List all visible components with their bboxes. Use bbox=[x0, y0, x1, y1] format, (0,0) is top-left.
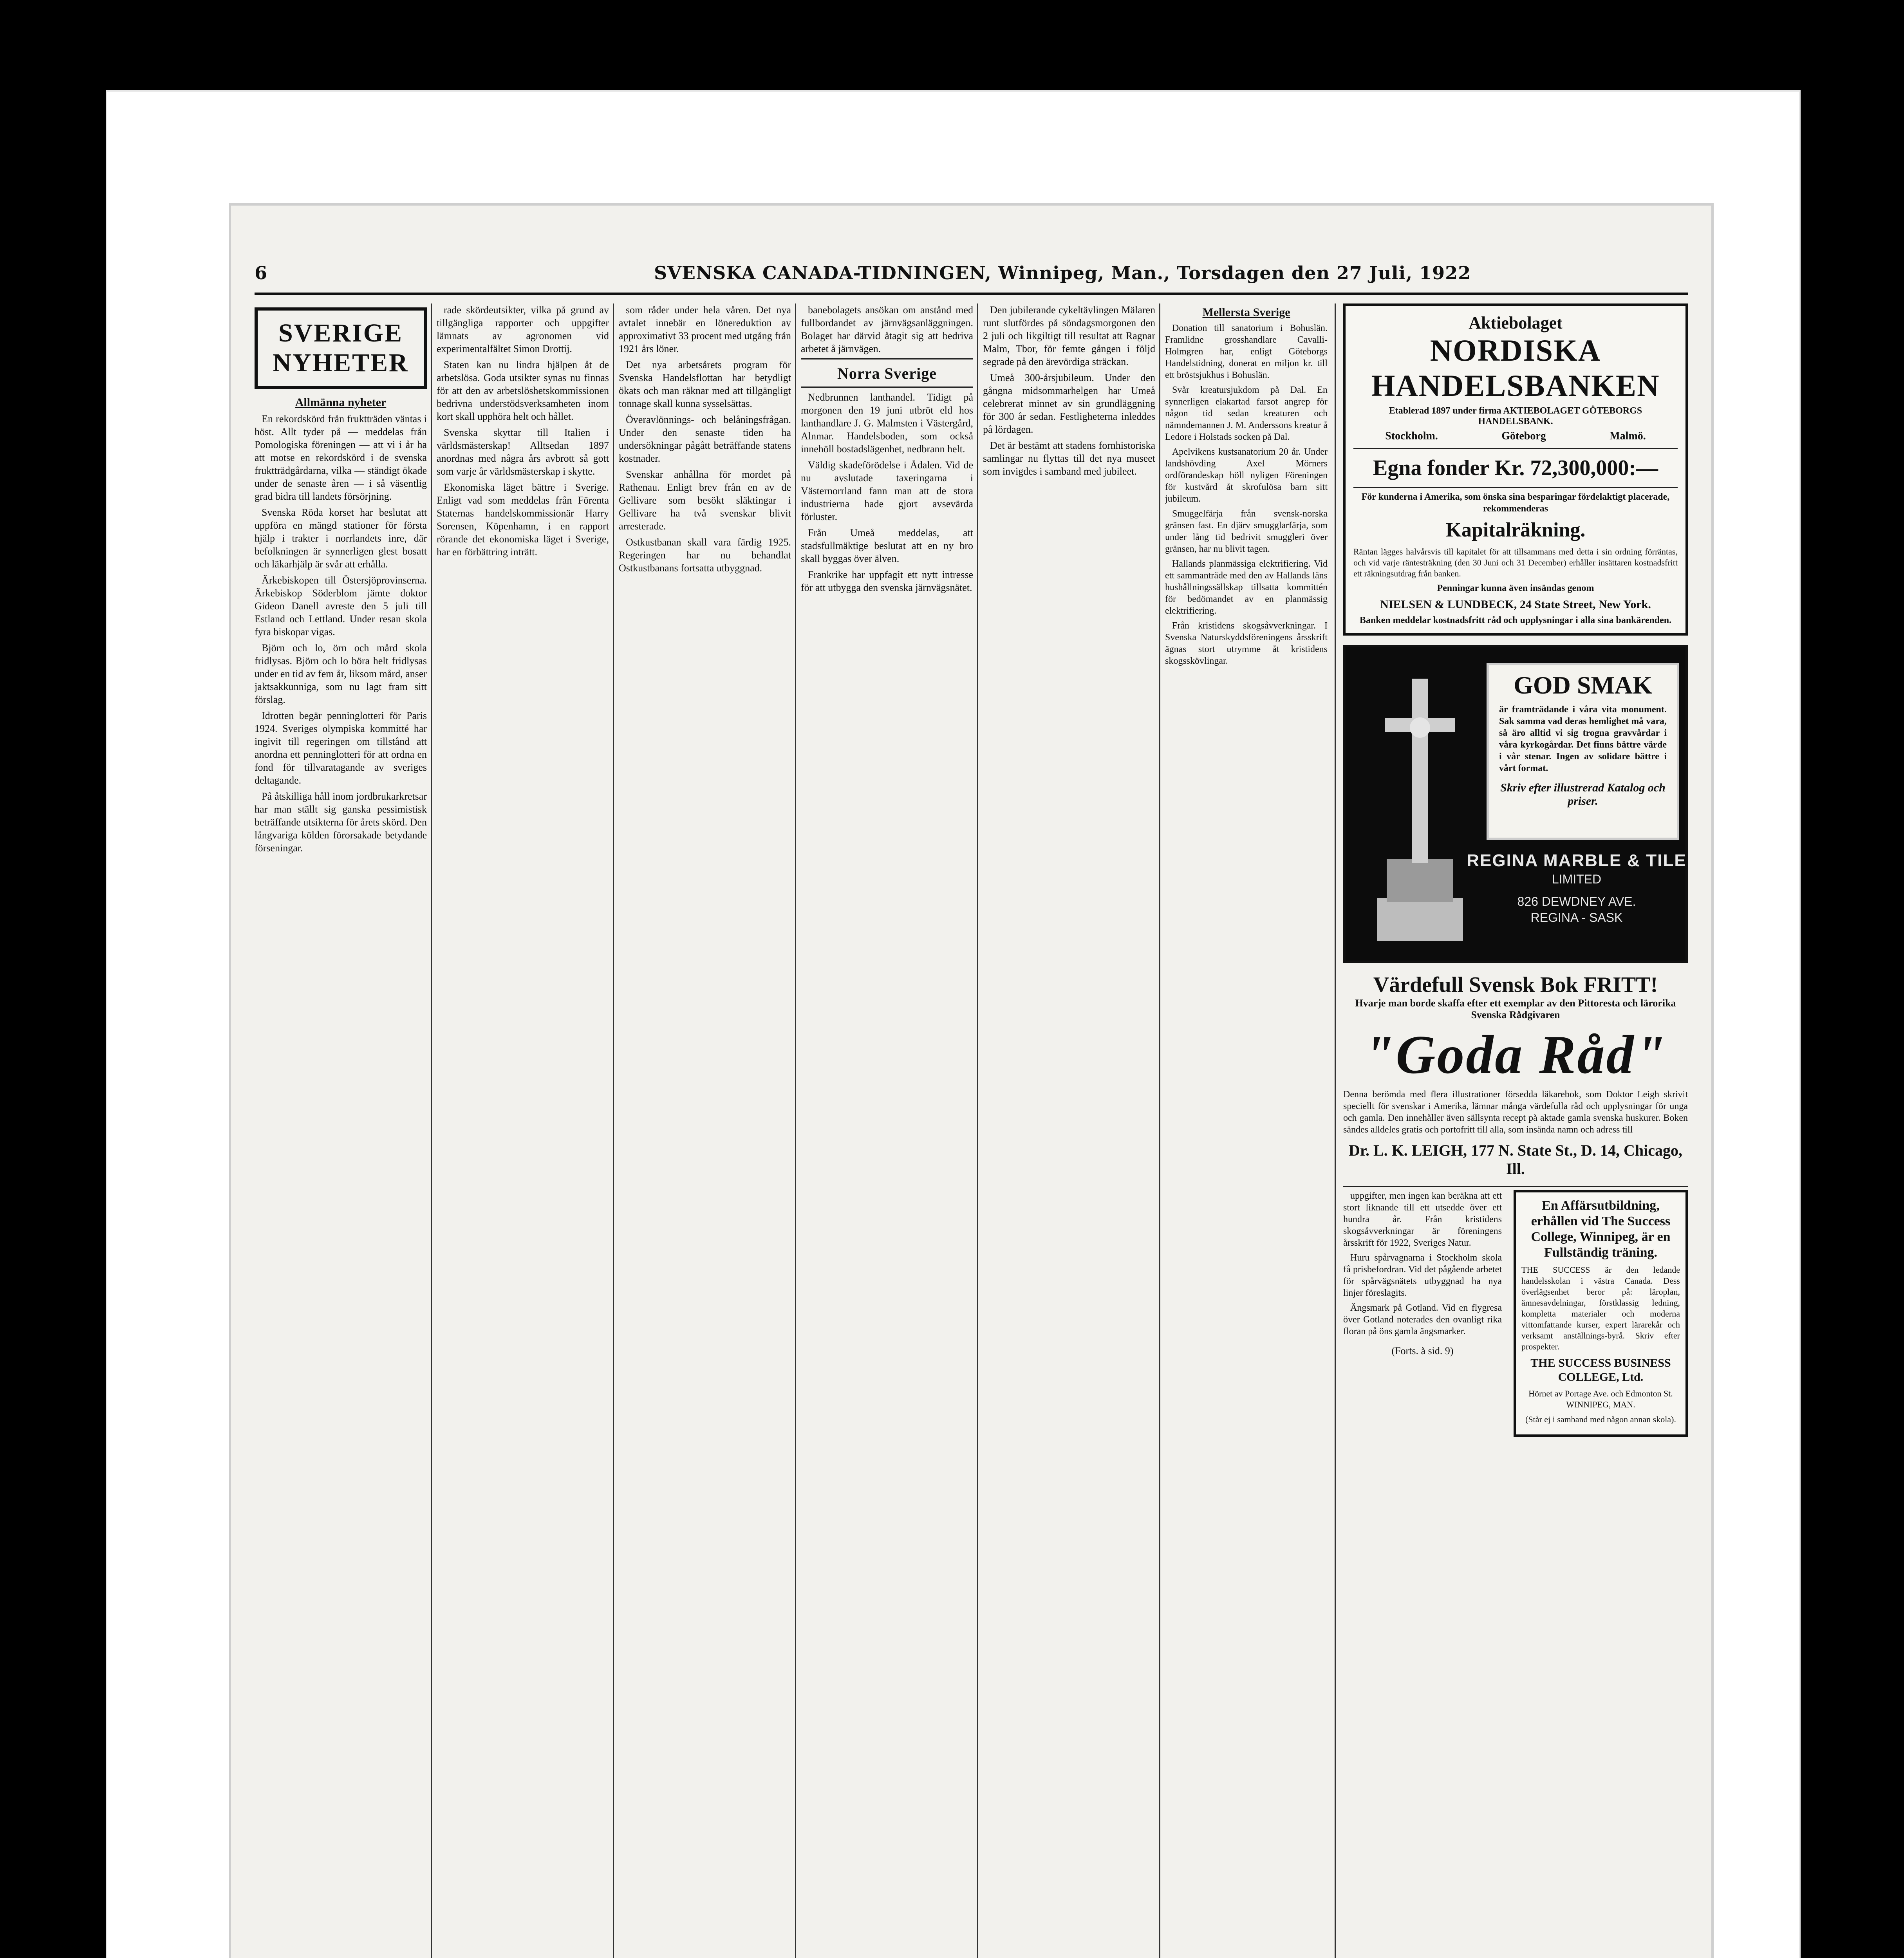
college-note: (Står ej i samband med någon annan skola). bbox=[1525, 1414, 1676, 1424]
article-paragraph: Huru spårvagnarna i Stockholm skola få prisbefordran. Vid det pågående arbetet för spårvägsnätets utbyggnad ha nya linjer föreslagits. bbox=[1343, 1253, 1502, 1298]
section-heading: Norra Sverige bbox=[837, 365, 937, 382]
ad-body: är framträdande i våra vita monument. Sak samma vad deras hemlighet må vara, så äro alltid vi sig trogna gravvårdar i våra kyrkogårdar. Det finns bättre värde i vår stenar. Ingen av solidare bättre i vårt format. bbox=[1499, 704, 1667, 773]
divider bbox=[801, 387, 973, 388]
divider bbox=[1353, 448, 1678, 449]
article-paragraph: banebolagets ansökan om anstånd med fullbordandet av järnvägsanläggningen. Bolaget har därvid åtagit sig att bedriva arbetet å järnvägen. bbox=[801, 304, 973, 354]
column-6 bbox=[1165, 303, 1328, 1958]
article-paragraph: Ostkustbanan skall vara färdig 1925. Regeringen har nu behandlat Ostkustbanans fortsatta utbyggnad. bbox=[619, 536, 791, 574]
bank-address: NIELSEN & LUNDBECK, 24 State Street, New York. bbox=[1380, 598, 1651, 611]
book-ad bbox=[1343, 972, 1688, 1178]
column-rule bbox=[1335, 303, 1336, 1958]
company-block bbox=[1463, 851, 1688, 925]
city: Stockholm. bbox=[1385, 430, 1438, 442]
ad-body: THE SUCCESS är den ledande handelsskolan i västra Canada. Dess överlägsenhet beror på: läroplan, ämnesavdelningar, förstklassig ledning, kompletta materialer och moderna vittomfattande kurser, expert lärarekår och verksamt anställnings-byrå. Skriv efter prospekter. bbox=[1521, 1265, 1680, 1351]
bank-line1: Aktiebolaget bbox=[1469, 313, 1563, 332]
bank-funds: Egna fonder Kr. 72,300,000:— bbox=[1373, 456, 1658, 480]
divider bbox=[1353, 487, 1678, 488]
masthead: SVENSKA CANADA-TIDNINGEN, Winnipeg, Man., Torsdagen den 27 Juli, 1922 bbox=[654, 262, 1471, 284]
page-number: 6 bbox=[255, 262, 268, 284]
ad-cta: Skriv efter illustrerad Katalog och priser. bbox=[1500, 781, 1666, 807]
monument-ad bbox=[1343, 645, 1688, 963]
article-paragraph: Idrotten begär penninglotteri för Paris 1924. Sveriges olympiska kommitté har ingivit till regeringen om tillstånd att anordna ett penninglotteri för att ordna en fond för tillvaratagande av sveriges deltagande. bbox=[255, 710, 427, 786]
column-rule bbox=[795, 303, 796, 1958]
company-limited: LIMITED bbox=[1552, 872, 1602, 886]
column-rule bbox=[977, 303, 978, 1958]
god-smak-panel bbox=[1487, 663, 1679, 840]
article-paragraph: Från Umeå meddelas, att stadsfullmäktige beslutat att en ny bro skall byggas över älven. bbox=[801, 527, 973, 564]
bank-ad bbox=[1343, 303, 1688, 636]
article-paragraph: Apelvikens kustsanatorium 20 år. Under landshövding Axel Mörners ordförandeskap höll nyligen Föreningen för kustvård åt skrofulösa barn sitt jubileum. bbox=[1165, 447, 1328, 504]
ad-headline: En Affärsutbildning, erhållen vid The Success College, Winnipeg, är en Fullständig träning. bbox=[1531, 1198, 1671, 1260]
divider bbox=[1343, 1186, 1688, 1187]
crucifix-monument-icon bbox=[1369, 663, 1471, 945]
city: Malmö. bbox=[1610, 430, 1646, 442]
article-paragraph: Det nya arbetsårets program för Svenska Handelsflottan har betydligt ökats och man räknar med att tillgängligt tonnage skall kunna sysselsättas. bbox=[619, 359, 791, 409]
ad-headline: GOD SMAK bbox=[1514, 671, 1652, 699]
college-name: THE SUCCESS BUSINESS COLLEGE, Ltd. bbox=[1530, 1357, 1671, 1384]
bank-name: NORDISKA HANDELSBANKEN bbox=[1371, 333, 1660, 403]
company-street: 826 DEWDNEY AVE. bbox=[1517, 894, 1636, 909]
article-paragraph: En rekordskörd från fruktträden väntas i höst. Allt tyder på — meddelas från Pomologiska föreningen — att vi i år ha att motse en rekordskörd i de svenska fruktträdgårdarna, vilka — ständigt ökade under de senaste åren — i så väsentlig grad bidra till landets försörjning. bbox=[255, 413, 427, 502]
article-paragraph: Svenska skyttar till Italien i världsmästerskap! Alltsedan 1897 anordnas med några års avbrott så gott som varje år världsmästerskap i skytte. bbox=[437, 427, 609, 477]
company-city: REGINA - SASK bbox=[1530, 910, 1623, 925]
article-paragraph: Staten kan nu lindra hjälpen åt de arbetslösa. Goda utsikter synas nu finnas för att den av arbetslöshetskommissionen bedrivna understödsverksamheten inom kort skall upphöra helt och hållet. bbox=[437, 359, 609, 422]
column-3 bbox=[619, 303, 791, 1958]
sverige-nyheter-banner: SVERIGE NYHETER bbox=[255, 307, 427, 389]
page-header bbox=[255, 262, 1688, 290]
college-address: Hörnet av Portage Ave. och Edmonton St. WINNIPEG, MAN. bbox=[1528, 1389, 1673, 1409]
ad-address: Dr. L. K. LEIGH, 177 N. State St., D. 14, Chicago, Ill. bbox=[1349, 1142, 1682, 1178]
article-paragraph: Det är bestämt att stadens fornhistoriska samlingar nu flyttas till det nya museet som invigdes i samband med jubileet. bbox=[983, 440, 1155, 477]
bank-interest-text: Räntan lägges halvårsvis till kapitalet för att tillsammans med detta i sin ordning förräntas, och vid varje räntesträkning (den 30 Juni och 31 December) erhåller insättaren kostnadsfritt ett räkningsutdrag från banken. bbox=[1353, 547, 1678, 578]
bottom-split bbox=[1343, 1190, 1688, 1437]
article-paragraph: Umeå 300-årsjubileum. Under den gångna midsommarhelgen har Umeå celebrerat minnet av sin grundläggning för 300 år sedan. Festligheterna inleddes på lördagen. bbox=[983, 372, 1155, 435]
ad-body: Denna berömda med flera illustrationer försedda läkarebok, som Doktor Leigh skrivit speciellt för svenskar i Amerika, lämnar många värdefulla råd och upplysningar för unga och gamla. Den innehåller även sällsynta recept på aktade gamla svenska huskurer. Boken sändes alldeles gratis och portofritt till alla, som insända namn och adress till bbox=[1343, 1089, 1688, 1135]
ad-subheadline: Hvarje man borde skaffa efter ett exemplar av den Pittoresta och lärorika Svenska Rådgivaren bbox=[1355, 997, 1676, 1021]
section-heading: Allmänna nyheter bbox=[295, 396, 387, 409]
city: Göteborg bbox=[1501, 430, 1546, 442]
bank-remit-text: Penningar kunna även insändas genom bbox=[1437, 583, 1594, 593]
column-2 bbox=[437, 303, 609, 1958]
book-title: "Goda Råd" bbox=[1364, 1024, 1667, 1085]
advert-column bbox=[1343, 303, 1688, 1958]
article-paragraph: uppgifter, men ingen kan beräkna att ett stort liknande till ett utsedde över ett hundra år. Från kristidens skogsåvverkningar är föreningens årsskrift för 1922, Sveriges Natur. bbox=[1343, 1191, 1502, 1248]
article-paragraph: Ärkebiskopen till Östersjöprovinserna. Ärkebiskop Söderblom jämte doktor Gideon Danell avreste den 5 juli till Estland och Lettland. Under resan skola fyra biskopar vigas. bbox=[255, 574, 427, 638]
article-paragraph: På åtskilliga håll inom jordbrukarkretsar har man ställt sig ganska pessimistisk beträffande utsikterna för årets skörd. Den långvariga kölden förorsakade betydande förseningar. bbox=[255, 791, 427, 854]
column-4 bbox=[801, 303, 973, 1958]
column-rule bbox=[1159, 303, 1160, 1958]
article-paragraph: Ängsmark på Gotland. Vid en flygresa över Gotland noterades den ovanligt rika floran på öns gamla ängsmarker. bbox=[1343, 1303, 1502, 1337]
article-paragraph: Överavlönnings- och belåningsfrågan. Under den senaste tiden ha undersökningar pågått beträffande statens kostnader. bbox=[619, 414, 791, 464]
bank-kapital: Kapitalräkning. bbox=[1445, 519, 1586, 541]
article-paragraph: Svår kreatursjukdom på Dal. En synnerligen elakartad farsot angrep för någon tid sedan kreaturen och nämndemannen J. M. Anderssons kreatur å Ledore i Holstads socken på Dal. bbox=[1165, 385, 1328, 442]
bank-deposit-text: För kunderna i Amerika, som önska sina besparingar fördelaktigt placerade, rekommenderas bbox=[1361, 492, 1670, 514]
section-heading: Mellersta Sverige bbox=[1202, 306, 1290, 319]
divider bbox=[801, 358, 973, 359]
column-5 bbox=[983, 303, 1155, 1958]
article-paragraph: som råder under hela våren. Det nya avtalet innebär en lönereduktion av approximativt 33 procent med utgång från 1921 års löner. bbox=[619, 304, 791, 354]
header-rule bbox=[255, 293, 1688, 295]
article-paragraph: Svenska Röda korset har beslutat att uppföra en mängd stationer för första hjälp i trakter i norrlandets inre, där befolkningen är synnerligen glest bosatt och läkarhjälp är svår att erhålla. bbox=[255, 507, 427, 570]
article-paragraph: Frankrike har uppfagit ett nytt intresse för att utbygga den svenska järnvägsnätet. bbox=[801, 569, 973, 593]
column-rule bbox=[613, 303, 614, 1958]
article-paragraph: rade skördeutsikter, vilka på grund av tillgängliga rapporter och uppgifter lämnats av agronomen vid experimentalfältet Simon Drottij. bbox=[437, 304, 609, 354]
newspaper-page bbox=[231, 206, 1711, 1958]
article-paragraph: Björn och lo, örn och mård skola fridlysas. Björn och lo böra helt fridlysas under en tid av fem år, liksom mård, anser jaktsakkunniga, som nu lagt fram sitt förslag. bbox=[255, 642, 427, 705]
column-rule bbox=[431, 303, 432, 1958]
article-paragraph: Den jubilerande cykeltävlingen Mälaren runt slutfördes på söndagsmorgonen den 2 juli och likgiltigt till resultat att Ragnar Malm, Tbor, för femte gången i följd segrade på den ärevördiga sträckan. bbox=[983, 304, 1155, 367]
column-1 bbox=[255, 303, 427, 1958]
article-paragraph: Från kristidens skogsåvverkningar. I Svenska Naturskyddsföreningens årsskrift ägnas stort utrymme åt kristidens skogsskövlingar. bbox=[1165, 621, 1328, 666]
college-ad bbox=[1514, 1190, 1688, 1437]
bank-footer: Banken meddelar kostnadsfritt råd och upplysningar i alla sina bankärenden. bbox=[1359, 615, 1672, 625]
article-paragraph: Donation till sanatorium i Bohuslän. Framlidne grosshandlare Cavalli-Holmgren har, enligt Göteborgs Handelstidning, donerat en miljon kr. till ett bröstsjukhus i Bohuslän. bbox=[1165, 323, 1328, 380]
article-paragraph: Väldig skadeförödelse i Ådalen. Vid de nu avslutade taxeringarna i Västernorrland fann man att de stora industrierna hade gjort avsevärda förluster. bbox=[801, 459, 973, 522]
article-paragraph: Nedbrunnen lanthandel. Tidigt på morgonen den 19 juni utbröt eld hos lanthandlare J. G. Malmsten i Västergård, Alnmar. Handelsboden, som också innehöll bostadslägenhet, nedbrann helt. bbox=[801, 392, 973, 455]
article-paragraph: Ekonomiska läget bättre i Sverige. Enligt vad som meddelas från Förenta Staternas handelskommissionär Harry Sorensen, Köpenhamn, i en rapport rörande det ekonomiska läget i Sverige, har en förbättring inträtt. bbox=[437, 482, 609, 558]
continued-note: (Forts. å sid. 9) bbox=[1391, 1345, 1454, 1357]
continued-text bbox=[1343, 1190, 1502, 1437]
article-paragraph: Smuggelfärja från svensk-norska gränsen fast. En djärv smugglarfärja, som under lång tid bedrivit smuggleri över gränsen, har nu blivit tagen. bbox=[1165, 509, 1328, 554]
bank-cities bbox=[1353, 430, 1678, 443]
company-name: REGINA MARBLE & TILE bbox=[1467, 851, 1687, 870]
ad-headline: Värdefull Svensk Bok FRITT! bbox=[1373, 973, 1658, 997]
article-paragraph: Svenskar anhållna för mordet på Rathenau. Enligt brev från en av de Gellivare som besökt släktingar i Gellivare ha två svenskar blivit arresterade. bbox=[619, 469, 791, 532]
article-paragraph: Hallands planmässiga elektrifiering. Vid ett sammanträde med den av Hallands läns hushållningssällskap tillsatta kommittén för bedömandet av en planmässig elektrifiering. bbox=[1165, 559, 1328, 616]
bank-established: Etablerad 1897 under firma AKTIEBOLAGET GÖTEBORGS HANDELSBANK. bbox=[1389, 406, 1642, 426]
